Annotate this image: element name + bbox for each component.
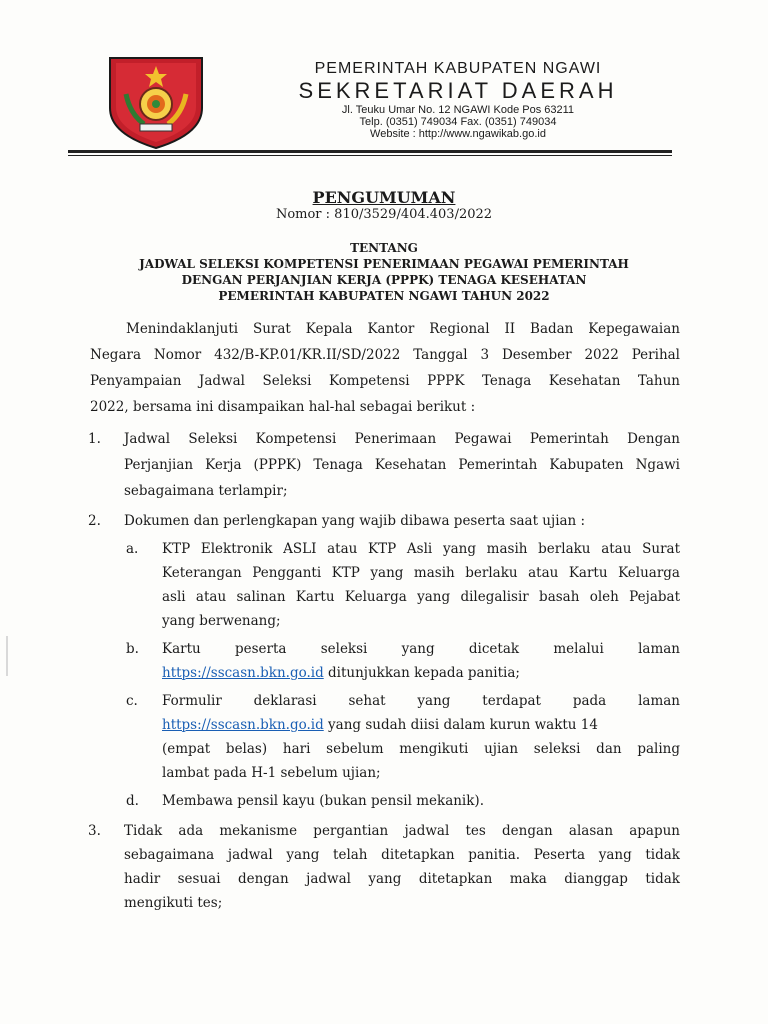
item-number: 3. bbox=[88, 823, 101, 839]
subitem-line: Formulir deklarasi sehat yang terdapat pada laman bbox=[162, 693, 680, 709]
organization-unit: SEKRETARIAT DAERAH bbox=[298, 78, 618, 103]
subitem-line: Keterangan Pengganti KTP yang masih berlaku atau Kartu Keluarga bbox=[162, 565, 680, 581]
subitem-text: yang sudah diisi dalam kurun waktu 14 bbox=[323, 717, 598, 733]
subitem-line: asli atau salinan Kartu Keluarga yang dilegalisir basah oleh Pejabat bbox=[162, 589, 680, 605]
intro-line: Penyampaian Jadwal Seleksi Kompetensi PPPK Tenaga Kesehatan Tahun bbox=[90, 373, 680, 389]
item-line: sebagaimana jadwal yang telah ditetapkan panitia. Peserta yang tidak bbox=[124, 847, 680, 863]
ngawi-regency-emblem-icon bbox=[104, 50, 208, 150]
item-line: Perjanjian Kerja (PPPK) Tenaga Kesehatan Pemerintah Kabupaten Ngawi bbox=[124, 457, 680, 473]
item-line: Dokumen dan perlengkapan yang wajib dibawa peserta saat ujian : bbox=[124, 513, 586, 529]
subitem-line: yang berwenang; bbox=[162, 613, 281, 629]
item-line: Jadwal Seleksi Kompetensi Penerimaan Pegawai Pemerintah Dengan bbox=[124, 431, 680, 447]
letterhead-divider-thick bbox=[68, 150, 672, 153]
subject-line: PEMERINTAH KABUPATEN NGAWI TAHUN 2022 bbox=[218, 289, 550, 303]
page-title: PENGUMUMAN bbox=[312, 188, 456, 207]
intro-line: Menindaklanjuti Surat Kepala Kantor Regional II Badan Kepegawaian bbox=[126, 321, 680, 337]
address-website: Website : http://www.ngawikab.go.id bbox=[370, 128, 546, 140]
letterhead-divider-thin bbox=[68, 155, 672, 156]
subitem-letter: c. bbox=[126, 693, 138, 709]
item-line: hadir sesuai dengan jadwal yang ditetapkan maka dianggap tidak bbox=[124, 871, 680, 887]
scan-mark bbox=[6, 636, 8, 676]
intro-line: Negara Nomor 432/B-KP.01/KR.II/SD/2022 Tanggal 3 Desember 2022 Perihal bbox=[90, 347, 680, 363]
intro-line: 2022, bersama ini disampaikan hal-hal sebagai berikut : bbox=[90, 399, 476, 415]
item-number: 2. bbox=[88, 513, 101, 529]
subitem-line: Kartu peserta seleksi yang dicetak melalui laman bbox=[162, 641, 680, 657]
subject-line: TENTANG bbox=[350, 241, 418, 255]
subitem-line: lambat pada H-1 sebelum ujian; bbox=[162, 765, 381, 781]
address-street: Jl. Teuku Umar No. 12 NGAWI Kode Pos 63211 bbox=[341, 104, 575, 116]
item-line: sebagaimana terlampir; bbox=[124, 483, 288, 499]
subitem-line: KTP Elektronik ASLI atau KTP Asli yang masih berlaku atau Surat bbox=[162, 541, 680, 557]
subitem-text: ditunjukkan kepada panitia; bbox=[323, 665, 520, 681]
subitem-letter: a. bbox=[126, 541, 139, 557]
subitem-letter: b. bbox=[126, 641, 139, 657]
item-number: 1. bbox=[88, 431, 101, 447]
document-number: Nomor : 810/3529/404.403/2022 bbox=[275, 207, 493, 222]
address-phone-fax: Telp. (0351) 749034 Fax. (0351) 749034 bbox=[359, 116, 557, 128]
subitem-line: (empat belas) hari sebelum mengikuti ujian seleksi dan paling bbox=[162, 741, 680, 757]
subitem-letter: d. bbox=[126, 793, 139, 809]
item-line: Tidak ada mekanisme pergantian jadwal tes dengan alasan apapun bbox=[124, 823, 680, 839]
subject-line: JADWAL SELEKSI KOMPETENSI PENERIMAAN PEGAWAI PEMERINTAH bbox=[139, 257, 629, 271]
subitem-line bbox=[162, 716, 598, 734]
subitem-line: Membawa pensil kayu (bukan pensil mekanik). bbox=[162, 793, 484, 809]
subject-line: DENGAN PERJANJIAN KERJA (PPPK) TENAGA KESEHATAN bbox=[181, 273, 587, 287]
item-line: mengikuti tes; bbox=[124, 895, 223, 911]
organization-name: PEMERINTAH KABUPATEN NGAWI bbox=[314, 60, 602, 77]
subitem-line bbox=[162, 664, 520, 682]
sscasn-link[interactable]: https://sscasn.bkn.go.id bbox=[162, 717, 324, 733]
sscasn-link[interactable]: https://sscasn.bkn.go.id bbox=[162, 665, 324, 681]
